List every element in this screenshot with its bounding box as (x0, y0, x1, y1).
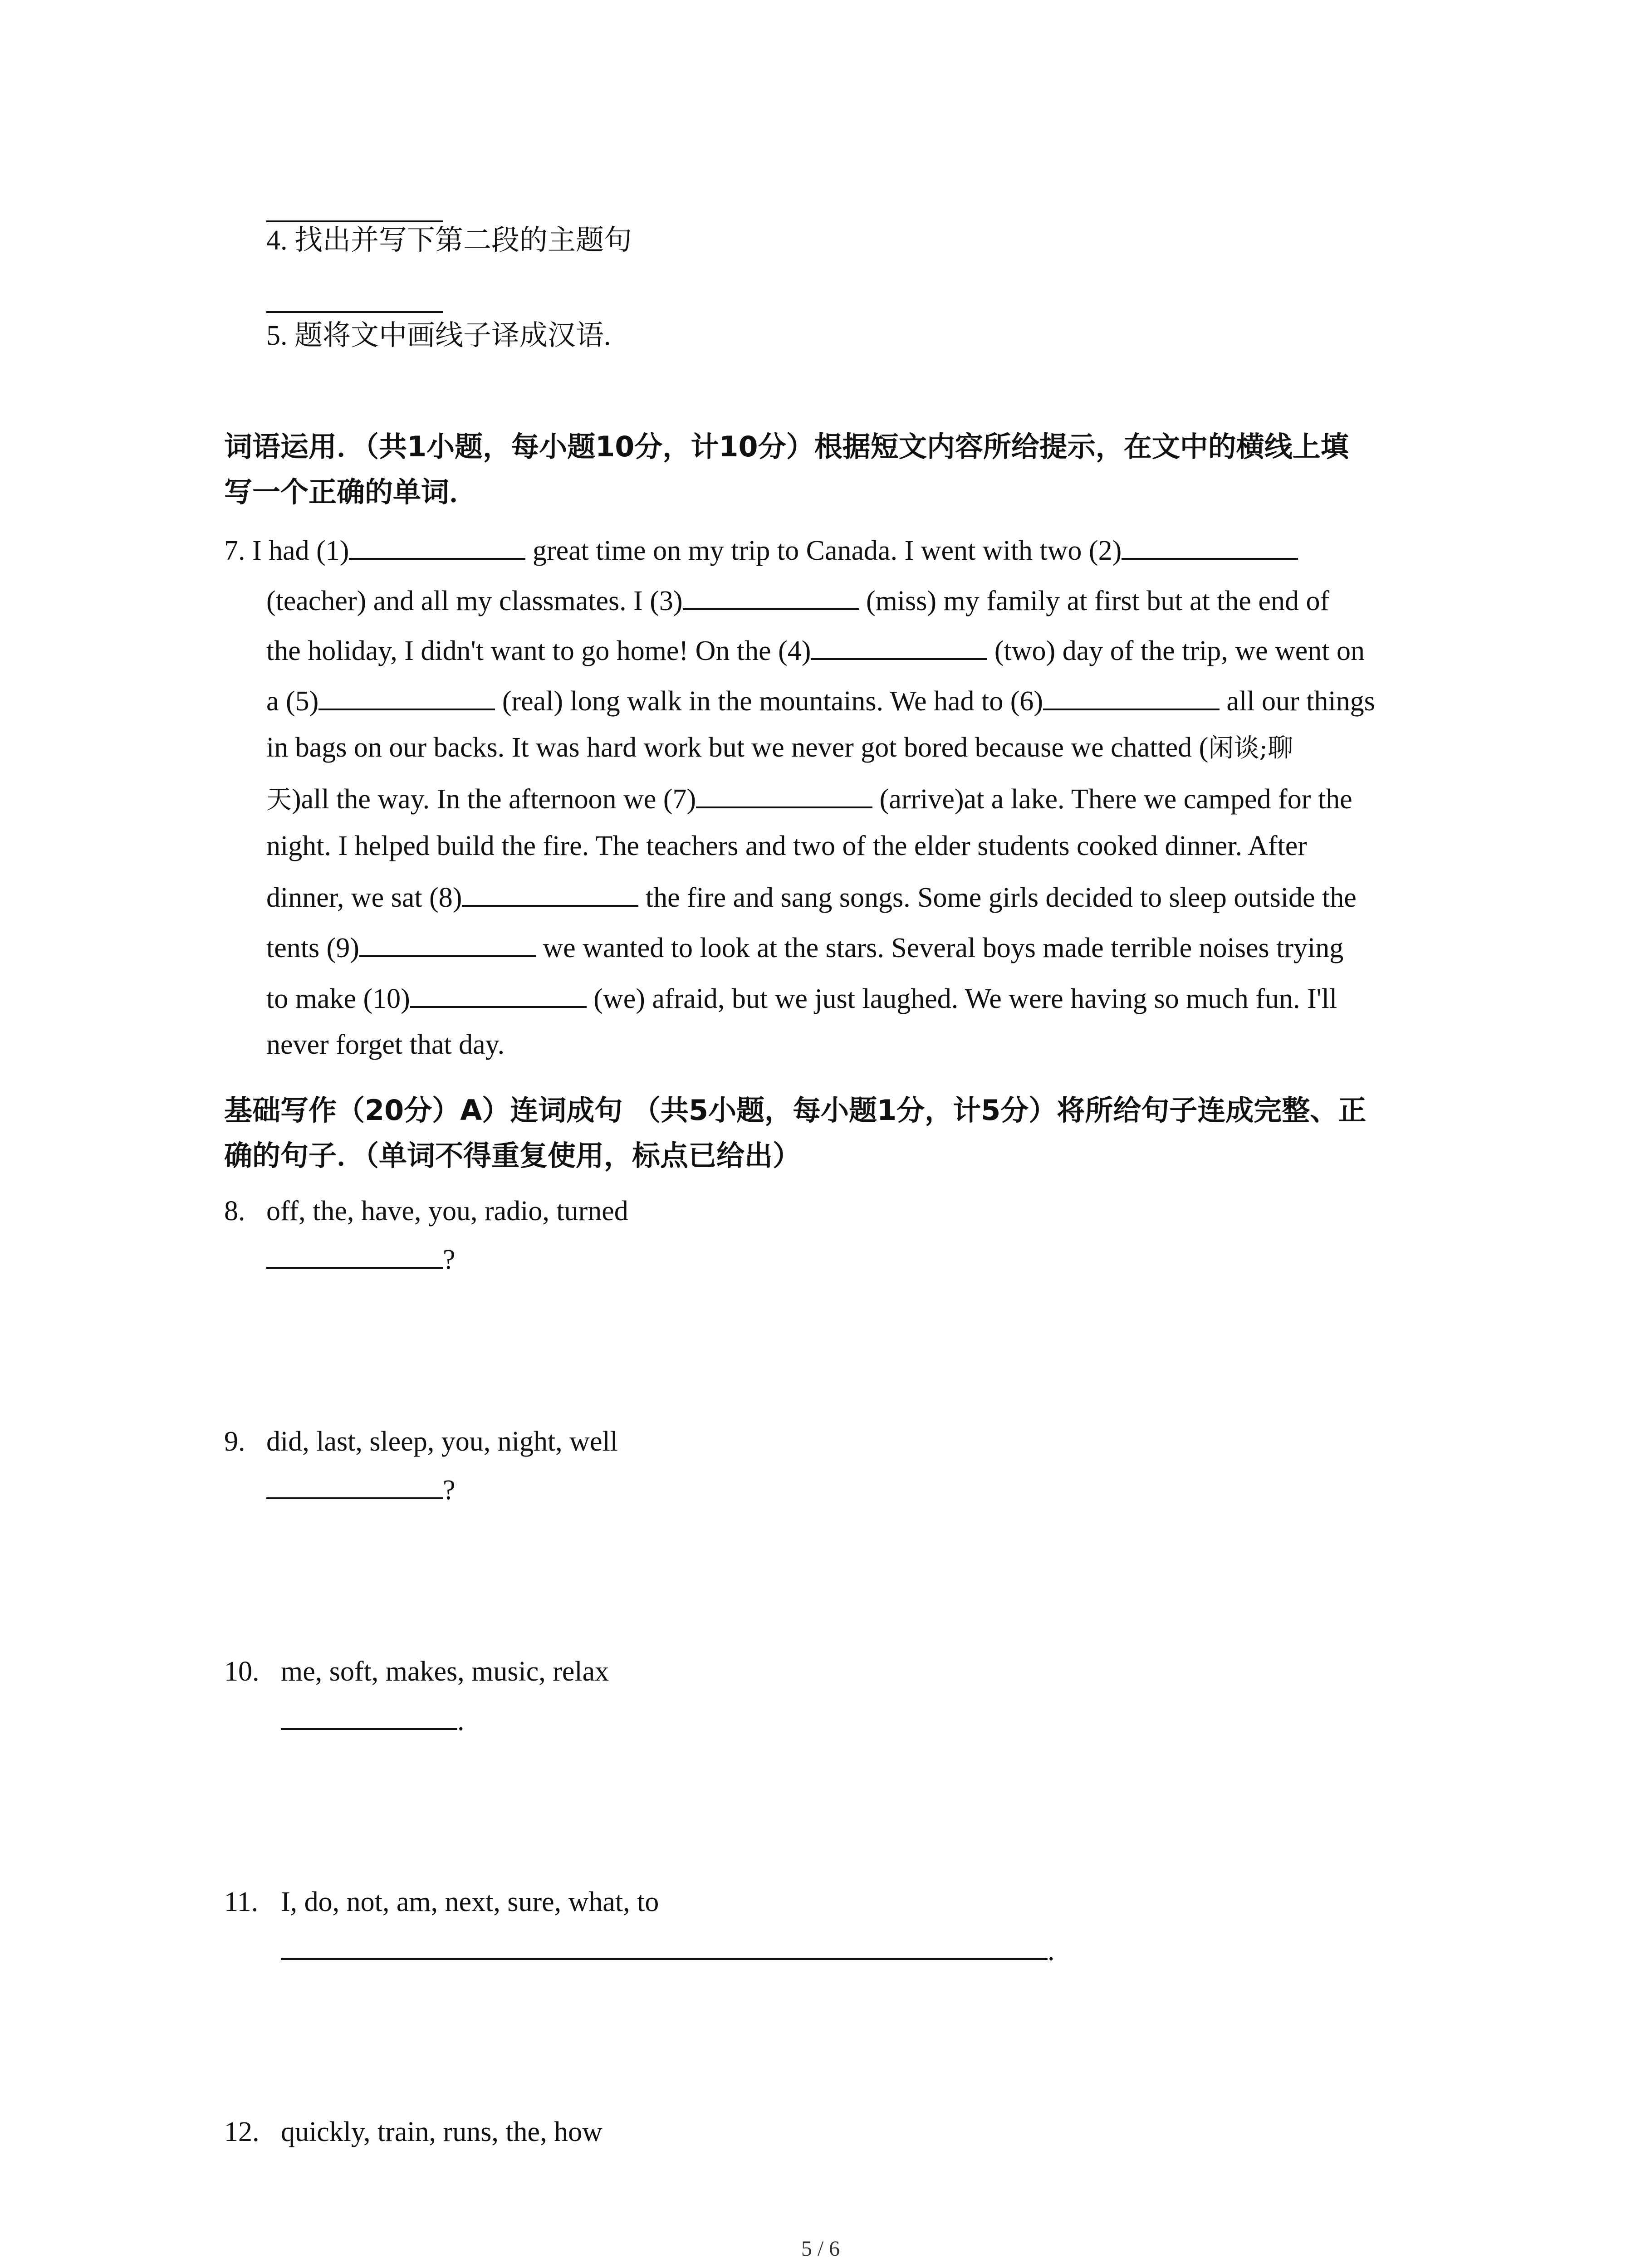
answer-blank[interactable] (281, 1932, 1048, 1960)
q7-text: )all the way. In the afternoon we (7) (292, 784, 696, 815)
q7-text: the holiday, I didn't want to go home! On the (4) (266, 635, 811, 666)
question-11 (224, 1884, 659, 1920)
q7-text: all our things (1220, 686, 1375, 717)
answer-line-11 (281, 1932, 1055, 1969)
q7-hint: 闲谈;聊 (1208, 733, 1293, 763)
q7-line-8 (266, 879, 1357, 916)
answer-blank[interactable] (281, 1702, 457, 1730)
answer-blank[interactable] (266, 1471, 443, 1499)
q7-number: 7. (224, 535, 245, 566)
q7-text: (arrive)at a lake. There we camped for the (872, 784, 1352, 815)
q7-line-3 (266, 632, 1365, 669)
question-number: 12. (224, 2116, 260, 2147)
question-10 (224, 1653, 609, 1690)
q7-line-6 (266, 780, 1352, 818)
question-12 (224, 2114, 603, 2150)
question-number: 9. (224, 1426, 245, 1457)
question-number: 10. (224, 1656, 260, 1687)
q7-line-9 (266, 929, 1343, 966)
q7-text: (teacher) and all my classmates. I (3) (266, 586, 683, 616)
section-heading-vocab-line1: 词语运用．（共1小题，每小题10分，计10分）根据短文内容所给提示，在文中的横线上填 (224, 430, 1349, 463)
q7-line-7: night. I helped build the fire. The teachers and two of the elder students cooked dinner. After (266, 831, 1307, 861)
q7-text: dinner, we sat (8) (266, 882, 462, 913)
question-9 (224, 1423, 618, 1460)
q7-text: (two) day of the trip, we went on (987, 635, 1365, 666)
prev-item-4: 4. 找出并写下第二段的主题句 (266, 225, 632, 256)
q7-line-5 (266, 729, 1293, 767)
question-words: me, soft, makes, music, relax (281, 1656, 609, 1687)
q7-blank-8[interactable] (462, 879, 638, 907)
q7-line-11: never forget that day. (266, 1029, 505, 1060)
page-number: 5 / 6 (801, 2237, 840, 2261)
q7-text: the fire and sang songs. Some girls decided to sleep outside the (638, 882, 1357, 913)
answer-end-punct: ? (443, 1475, 456, 1505)
q7-line-1 (224, 532, 1298, 569)
q7-text: a (5) (266, 686, 319, 717)
question-words: off, the, have, you, radio, turned (266, 1196, 628, 1227)
q7-hint: 天 (266, 785, 292, 815)
q7-text: I had (1) (245, 535, 349, 566)
q7-blank-3[interactable] (683, 582, 859, 610)
answer-end-punct: ? (443, 1244, 456, 1275)
q7-text: in bags on our backs. It was hard work but we never got bored because we chatted ( (266, 732, 1209, 763)
question-words: I, do, not, am, next, sure, what, to (281, 1887, 659, 1917)
q7-text: (real) long walk in the mountains. We had to (6) (495, 686, 1043, 717)
answer-blank-prev-4[interactable] (266, 311, 443, 313)
answer-line-9 (266, 1471, 456, 1508)
answer-line-10 (281, 1702, 465, 1739)
question-words: did, last, sleep, you, night, well (266, 1426, 618, 1457)
q7-blank-10[interactable] (410, 980, 587, 1008)
prev-item-5: 5. 题将文中画线子译成汉语. (266, 320, 611, 351)
section-heading-writing-line1: 基础写作（20分）A）连词成句 （共5小题，每小题1分，计5分）将所给句子连成完整、正 (224, 1094, 1367, 1127)
answer-blank[interactable] (266, 1241, 443, 1269)
question-number: 11. (224, 1887, 259, 1917)
q7-blank-5[interactable] (318, 682, 495, 710)
q7-text: (we) afraid, but we just laughed. We were having so much fun. I'll (586, 983, 1337, 1014)
answer-end-punct: . (457, 1706, 465, 1736)
q7-line-4 (266, 682, 1375, 719)
question-number: 8. (224, 1196, 245, 1227)
q7-blank-6[interactable] (1043, 682, 1220, 710)
q7-blank-1[interactable] (349, 532, 525, 560)
q7-text: we wanted to look at the stars. Several boys made terrible noises trying (535, 933, 1344, 963)
question-8 (224, 1193, 628, 1229)
q7-line-2 (266, 582, 1329, 619)
q7-text: (miss) my family at first but at the end of (859, 586, 1330, 616)
q7-text: great time on my trip to Canada. I went with two (2) (525, 535, 1122, 566)
q7-line-10 (266, 980, 1337, 1017)
section-heading-vocab (224, 424, 1458, 515)
q7-text: tents (9) (266, 933, 359, 963)
q7-blank-2[interactable] (1122, 532, 1298, 560)
answer-line-8 (266, 1241, 456, 1278)
section-heading-writing-line2: 确的句子．（单词不得重复使用，标点已给出） (224, 1139, 801, 1172)
q7-text: to make (10) (266, 983, 410, 1014)
q7-blank-9[interactable] (359, 929, 536, 957)
answer-end-punct: . (1048, 1936, 1055, 1966)
section-heading-vocab-line2: 写一个正确的单词． (224, 475, 478, 508)
q7-blank-4[interactable] (811, 632, 987, 660)
q7-blank-7[interactable] (696, 780, 872, 808)
section-heading-writing (224, 1088, 1458, 1178)
question-words: quickly, train, runs, the, how (281, 2116, 603, 2147)
